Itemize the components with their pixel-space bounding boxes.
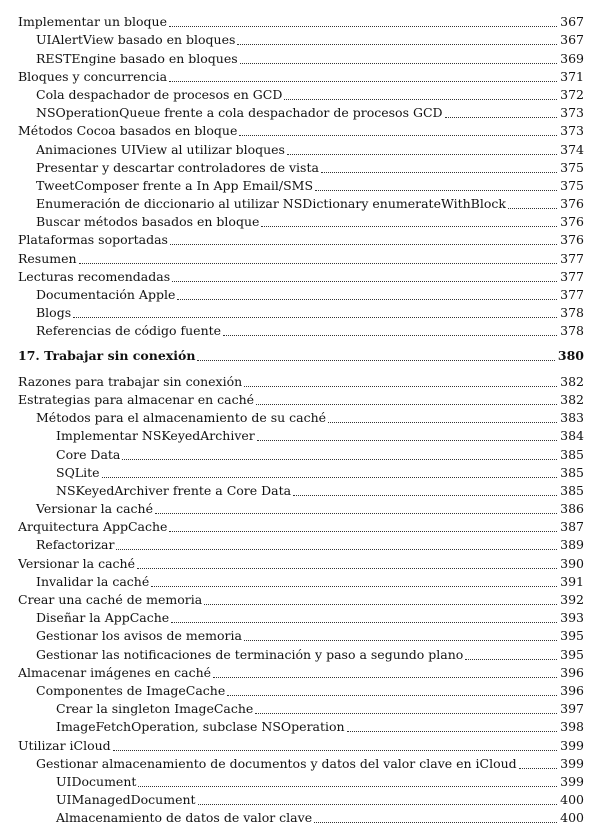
- toc-entry-title: TweetComposer frente a In App Email/SMS: [36, 177, 314, 193]
- toc-entry: [18, 682, 584, 700]
- toc-entry: [18, 140, 584, 158]
- dot-leader: [204, 603, 557, 605]
- dot-leader: [244, 639, 557, 641]
- toc-entry: [18, 13, 584, 31]
- dot-leader: [239, 134, 557, 136]
- dot-leader: [321, 171, 557, 173]
- dot-leader: [347, 730, 558, 732]
- toc-entry-page-number: 397: [560, 701, 584, 717]
- dot-leader: [197, 359, 554, 361]
- dot-leader: [227, 694, 557, 696]
- dot-leader: [237, 43, 557, 45]
- toc-entry-title: Animaciones UIView al utilizar bloques: [36, 141, 285, 157]
- toc-entry-page-number: 396: [560, 682, 584, 698]
- toc-entry-page-number: 373: [560, 123, 584, 139]
- toc-entry: [18, 268, 584, 286]
- dot-leader: [519, 767, 557, 769]
- toc-entry-title: Blogs: [36, 305, 72, 321]
- toc-entry-title: Gestionar los avisos de memoria: [36, 628, 242, 644]
- toc-entry: [18, 700, 584, 718]
- toc-entry: [18, 591, 584, 609]
- dot-leader: [223, 334, 557, 336]
- toc-entry-page-number: 380: [557, 347, 584, 363]
- toc-entry-page-number: 367: [560, 32, 584, 48]
- toc-entry-title: Enumeración de diccionario al utilizar NSDictionary enumerateWithBlock: [36, 196, 506, 212]
- toc-entry-page-number: 377: [560, 250, 584, 266]
- toc-entry-title: Versionar la caché: [18, 555, 135, 571]
- dot-leader: [256, 403, 557, 405]
- dot-leader: [79, 262, 558, 264]
- toc-entry-title: UIDocument: [56, 773, 137, 789]
- toc-entry-title: Implementar un bloque: [18, 14, 167, 30]
- toc-entry-title: Bloques y concurrencia: [18, 68, 168, 84]
- dot-leader: [177, 298, 557, 300]
- dot-leader: [284, 98, 557, 100]
- toc-entry: [18, 773, 584, 791]
- dot-leader: [213, 676, 557, 678]
- toc-entry: [18, 427, 584, 445]
- dot-leader: [240, 62, 557, 64]
- toc-entry: [18, 286, 584, 304]
- dot-leader: [73, 316, 557, 318]
- toc-entry: [18, 445, 584, 463]
- dot-leader: [198, 803, 558, 805]
- toc-entry-page-number: 376: [560, 232, 584, 248]
- toc-entry-title: UIAlertView basado en bloques: [36, 32, 236, 48]
- dot-leader: [172, 280, 557, 282]
- table-of-contents: [18, 13, 584, 827]
- toc-entry-page-number: 395: [560, 646, 584, 662]
- toc-chapter-heading: [18, 346, 584, 364]
- toc-entry-page-number: 399: [560, 773, 584, 789]
- toc-entry-title: Versionar la caché: [36, 501, 153, 517]
- toc-entry-page-number: 375: [560, 177, 584, 193]
- toc-entry: [18, 664, 584, 682]
- toc-entry-title: Plataformas soportadas: [18, 232, 168, 248]
- dot-leader: [138, 785, 557, 787]
- toc-entry-title: Utilizar iCloud: [18, 737, 111, 753]
- toc-entry-page-number: 369: [560, 50, 584, 66]
- toc-entry-page-number: 372: [560, 86, 584, 102]
- toc-entry: [18, 500, 584, 518]
- toc-entry-page-number: 399: [560, 737, 584, 753]
- toc-entry-page-number: 377: [560, 287, 584, 302]
- toc-entry: [18, 86, 584, 104]
- dot-leader: [314, 821, 557, 823]
- toc-entry: [18, 104, 584, 122]
- toc-entry: [18, 736, 584, 754]
- toc-entry-title: Lecturas recomendadas: [18, 268, 171, 284]
- toc-entry-title: Métodos Cocoa basados en bloque: [18, 123, 238, 139]
- toc-entry: [18, 177, 584, 195]
- toc-entry: [18, 573, 584, 591]
- dot-leader: [465, 658, 557, 660]
- dot-leader: [169, 25, 557, 27]
- toc-entry-title: UIManagedDocument: [56, 792, 196, 808]
- dot-leader: [169, 530, 557, 532]
- dot-leader: [244, 385, 557, 387]
- toc-entry: [18, 482, 584, 500]
- dot-leader: [315, 189, 557, 191]
- toc-entry-title: SQLite: [56, 464, 100, 480]
- toc-entry-page-number: 384: [560, 428, 584, 444]
- toc-entry-page-number: 377: [560, 268, 584, 284]
- toc-entry-page-number: 393: [560, 610, 584, 626]
- toc-entry-title: Gestionar almacenamiento de documentos y datos del valor clave en iCloud: [36, 755, 517, 771]
- toc-entry-page-number: 395: [560, 628, 584, 644]
- toc-entry-title: ImageFetchOperation, subclase NSOperation: [56, 719, 345, 735]
- toc-entry-title: 17. Trabajar sin conexión: [18, 347, 196, 363]
- toc-entry-page-number: 400: [560, 792, 584, 808]
- toc-entry-title: Gestionar las notificaciones de terminación y paso a segundo plano: [36, 646, 464, 662]
- toc-entry: [18, 554, 584, 572]
- toc-entry-page-number: 390: [560, 555, 584, 571]
- toc-entry-page-number: 375: [560, 159, 584, 175]
- dot-leader: [257, 439, 557, 441]
- dot-leader: [137, 567, 557, 569]
- toc-entry-title: Razones para trabajar sin conexión: [18, 373, 243, 389]
- toc-entry-page-number: 373: [560, 105, 584, 121]
- toc-entry: [18, 627, 584, 645]
- toc-entry: [18, 122, 584, 140]
- dot-leader: [445, 116, 558, 118]
- toc-entry-title: Arquitectura AppCache: [18, 519, 168, 535]
- dot-leader: [122, 458, 557, 460]
- toc-entry: [18, 536, 584, 554]
- dot-leader: [287, 153, 557, 155]
- toc-entry-page-number: 392: [560, 592, 584, 607]
- toc-entry: [18, 809, 584, 827]
- toc-entry-title: Referencias de código fuente: [36, 323, 222, 339]
- dot-leader: [261, 225, 557, 227]
- dot-leader: [169, 80, 557, 82]
- toc-entry-page-number: 385: [560, 446, 584, 462]
- dot-leader: [102, 476, 558, 478]
- dot-leader: [255, 712, 557, 714]
- toc-entry-page-number: 385: [560, 464, 584, 480]
- toc-entry: [18, 791, 584, 809]
- dot-leader: [155, 512, 557, 514]
- toc-entry-title: Crear la singleton ImageCache: [56, 701, 254, 717]
- toc-entry-page-number: 382: [560, 373, 584, 389]
- toc-entry: [18, 464, 584, 482]
- dot-leader: [113, 749, 557, 751]
- toc-entry: [18, 249, 584, 267]
- toc-entry-page-number: 385: [560, 482, 584, 498]
- toc-entry-page-number: 400: [560, 810, 584, 826]
- toc-entry-page-number: 376: [560, 214, 584, 230]
- toc-entry: [18, 304, 584, 322]
- toc-entry: [18, 391, 584, 409]
- toc-entry-title: Diseñar la AppCache: [36, 610, 170, 626]
- toc-entry-page-number: 374: [560, 141, 584, 157]
- toc-entry-title: Refactorizar: [36, 537, 115, 553]
- toc-entry-title: Resumen: [18, 250, 77, 266]
- toc-entry: [18, 718, 584, 736]
- toc-entry-page-number: 371: [560, 68, 584, 84]
- dot-leader: [328, 421, 557, 423]
- toc-entry-title: Crear una caché de memoria: [18, 592, 203, 607]
- toc-entry: [18, 518, 584, 536]
- toc-entry-page-number: 383: [560, 410, 584, 426]
- toc-entry: [18, 645, 584, 663]
- toc-entry-title: Documentación Apple: [36, 287, 176, 302]
- toc-entry-page-number: 367: [560, 14, 584, 30]
- toc-entry-title: Cola despachador de procesos en GCD: [36, 86, 283, 102]
- dot-leader: [171, 621, 557, 623]
- toc-entry: [18, 31, 584, 49]
- dot-leader: [508, 207, 557, 209]
- toc-entry-page-number: 387: [560, 519, 584, 535]
- toc-entry-title: NSKeyedArchiver frente a Core Data: [56, 482, 292, 498]
- toc-entry-title: Almacenar imágenes en caché: [18, 664, 212, 680]
- toc-entry: [18, 373, 584, 391]
- toc-entry-title: Componentes de ImageCache: [36, 682, 226, 698]
- toc-entry-page-number: 378: [560, 323, 584, 339]
- toc-entry-title: Presentar y descartar controladores de vista: [36, 159, 319, 175]
- toc-entry: [18, 609, 584, 627]
- dot-leader: [151, 585, 557, 587]
- dot-leader: [170, 243, 557, 245]
- toc-entry-title: Estrategias para almacenar en caché: [18, 391, 255, 407]
- toc-entry: [18, 409, 584, 427]
- toc-entry-title: NSOperationQueue frente a cola despachador de procesos GCD: [36, 105, 443, 121]
- toc-entry-page-number: 391: [560, 573, 584, 589]
- toc-entry-title: Almacenamiento de datos de valor clave: [56, 810, 313, 826]
- dot-leader: [116, 548, 557, 550]
- toc-entry-title: RESTEngine basado en bloques: [36, 50, 238, 66]
- toc-entry-page-number: 399: [560, 755, 584, 771]
- toc-entry-title: Core Data: [56, 446, 121, 462]
- toc-entry: [18, 49, 584, 67]
- toc-entry-title: Implementar NSKeyedArchiver: [56, 428, 255, 444]
- toc-entry-title: Métodos para el almacenamiento de su caché: [36, 410, 327, 426]
- toc-entry-title: Buscar métodos basados en bloque: [36, 214, 260, 230]
- toc-entry: [18, 213, 584, 231]
- toc-entry: [18, 195, 584, 213]
- dot-leader: [293, 494, 557, 496]
- toc-entry: [18, 231, 584, 249]
- toc-entry: [18, 68, 584, 86]
- toc-entry-page-number: 389: [560, 537, 584, 553]
- toc-entry: [18, 755, 584, 773]
- toc-entry: [18, 322, 584, 340]
- toc-entry-page-number: 386: [560, 501, 584, 517]
- toc-entry-page-number: 396: [560, 664, 584, 680]
- toc-entry-page-number: 382: [560, 391, 584, 407]
- toc-entry-page-number: 376: [560, 196, 584, 212]
- toc-entry-title: Invalidar la caché: [36, 573, 150, 589]
- toc-entry-page-number: 378: [560, 305, 584, 321]
- toc-entry-page-number: 398: [560, 719, 584, 735]
- toc-entry: [18, 159, 584, 177]
